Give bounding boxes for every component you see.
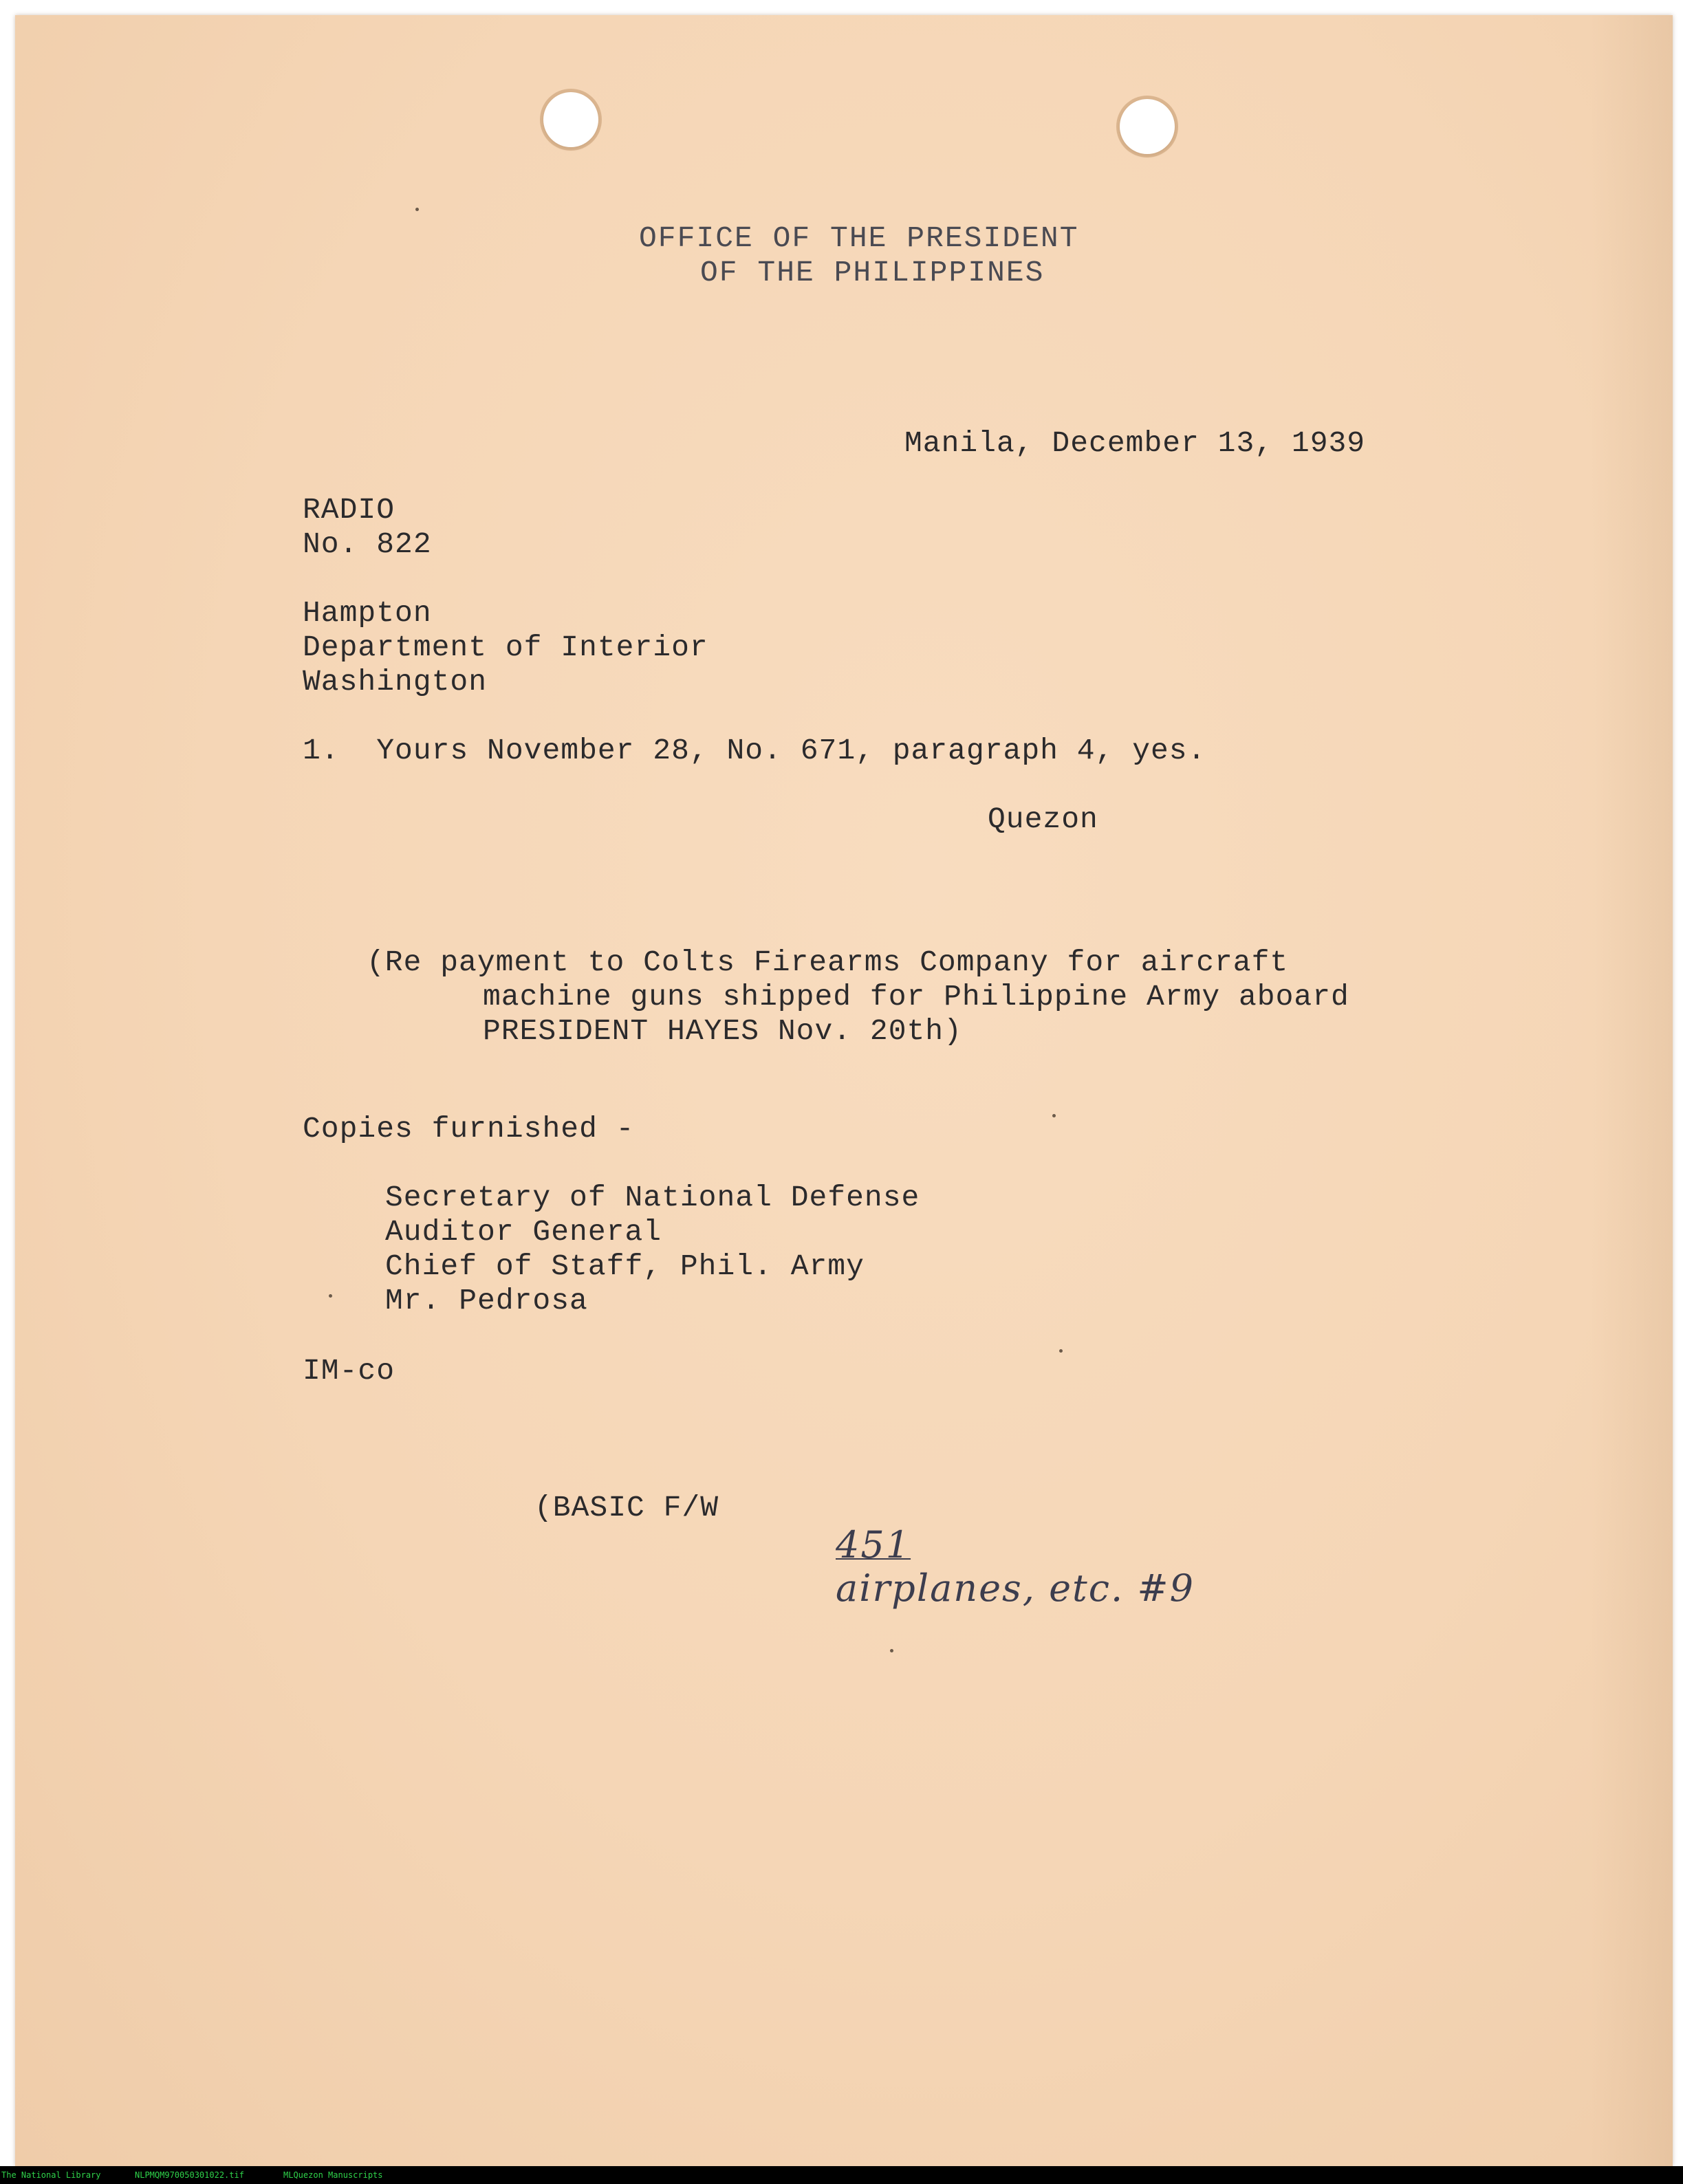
punch-hole-left — [543, 92, 598, 147]
footer-file-id: NLPMQM970050301022.tif — [135, 2170, 244, 2180]
copies-heading: Copies furnished - — [303, 1112, 635, 1146]
file-ref-handwritten-number: 451 — [836, 1523, 911, 1566]
message-type: RADIO — [303, 493, 395, 527]
paper-sheet — [15, 15, 1673, 2166]
letterhead-line-1: OFFICE OF THE PRESIDENT — [639, 221, 1079, 255]
copies-recipient: Auditor General — [385, 1215, 662, 1249]
punch-hole-right — [1120, 99, 1175, 154]
copies-recipient: Chief of Staff, Phil. Army — [385, 1249, 865, 1283]
footer-collection: MLQuezon Manuscripts — [283, 2170, 383, 2180]
archive-footer — [0, 2166, 1683, 2184]
copies-recipient: Mr. Pedrosa — [385, 1284, 588, 1318]
addressee-name: Hampton — [303, 596, 432, 630]
note-line-3: PRESIDENT HAYES Nov. 20th) — [483, 1014, 962, 1048]
copies-recipient: Secretary of National Defense — [385, 1181, 920, 1214]
file-ref-handwritten — [757, 1480, 1195, 1653]
paper-speck — [415, 208, 419, 211]
message-number: No. 822 — [303, 527, 432, 561]
paper-speck — [1059, 1349, 1063, 1353]
footer-library: The National Library — [1, 2170, 101, 2180]
letterhead-line-2: OF THE PHILIPPINES — [700, 256, 1045, 290]
file-ref-handwritten-text: airplanes, etc. #9 — [836, 1566, 1195, 1610]
typist-initials: IM-co — [303, 1354, 395, 1388]
addressee-department: Department of Interior — [303, 631, 708, 664]
body-paragraph-1: 1. Yours November 28, No. 671, paragraph 4, yes. — [303, 734, 1206, 767]
note-line-1: (Re payment to Colts Firearms Company for aircraft — [367, 946, 1289, 979]
paper-speck — [1052, 1114, 1056, 1117]
note-line-2: machine guns shipped for Philippine Army aboard — [483, 980, 1349, 1014]
addressee-city: Washington — [303, 665, 488, 699]
paper-edge-shading — [1590, 15, 1673, 2166]
file-ref-typed: (BASIC F/W — [534, 1491, 719, 1525]
dateline: Manila, December 13, 1939 — [904, 426, 1366, 460]
paper-speck — [329, 1294, 332, 1298]
signature: Quezon — [988, 802, 1098, 836]
